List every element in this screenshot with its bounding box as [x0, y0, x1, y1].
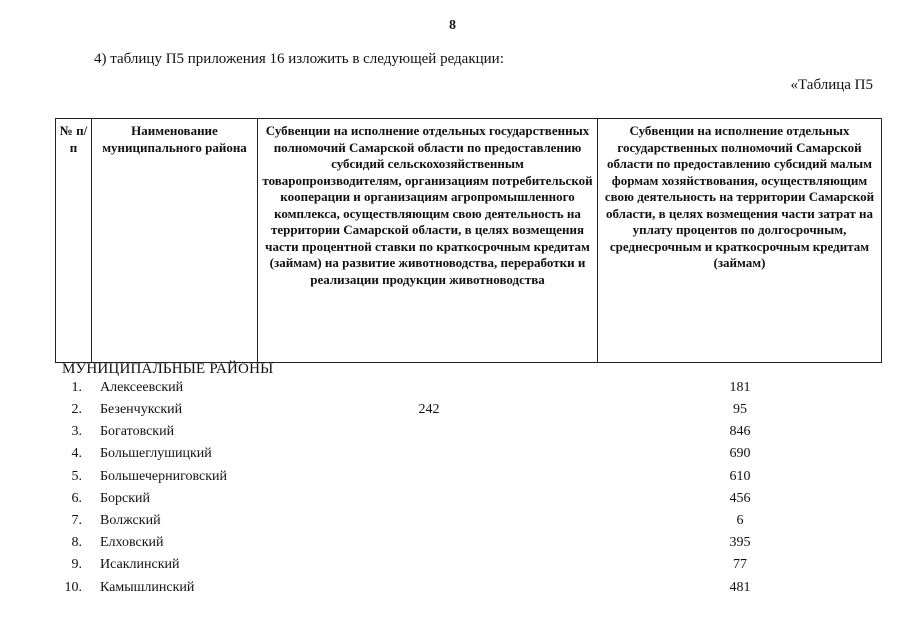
value-col4: 610: [729, 469, 751, 484]
district-name: Большечерниговский: [100, 469, 228, 484]
value-col4: 395: [729, 535, 751, 550]
table-row: [0, 580, 905, 602]
row-number: 8.: [71, 535, 82, 550]
value-col4: 481: [729, 580, 751, 595]
district-name: Исаклинский: [100, 557, 180, 572]
value-col4: 181: [729, 380, 751, 395]
value-col4: 95: [733, 402, 747, 417]
table-header: [55, 118, 882, 363]
header-subvention-livestock: Субвенции на исполнение отдельных государственных полномочий Самарской области по предоставлению субсидий сельскохозяйственным товаропроизводителям, организациям потребительской кооперации и организациям агропромышленного комплекса, осуществляющим свою деятельность на территории Самарской области, в целях возмещения части процентной ставки по краткосрочным кредитам (займам) на развитие животноводства, переработки и реализации продукции животноводства: [258, 119, 598, 363]
district-name: Алексеевский: [100, 380, 184, 395]
table-row: [0, 402, 905, 424]
table-row: [0, 380, 905, 402]
district-name: Большеглушицкий: [100, 446, 212, 461]
row-number: 6.: [71, 491, 82, 506]
section-title: МУНИЦИПАЛЬНЫЕ РАЙОНЫ: [62, 361, 274, 377]
district-name: Борский: [100, 491, 151, 506]
intro-text: 4) таблицу П5 приложения 16 изложить в следующей редакции:: [94, 51, 504, 67]
table-row: [0, 535, 905, 557]
table-row: [0, 469, 905, 491]
value-col4: 77: [733, 557, 747, 572]
table-label: «Таблица П5: [790, 77, 873, 93]
row-number: 1.: [71, 380, 82, 395]
row-number: 7.: [71, 513, 82, 528]
district-name: Богатовский: [100, 424, 175, 439]
value-col3: 242: [418, 402, 440, 417]
row-number: 3.: [71, 424, 82, 439]
row-number: 10.: [64, 580, 82, 595]
district-name: Елховский: [100, 535, 164, 550]
district-name: Волжский: [100, 513, 161, 528]
table-row: [0, 424, 905, 446]
value-col4: 846: [729, 424, 751, 439]
row-number: 2.: [71, 402, 82, 417]
value-col4: 690: [729, 446, 751, 461]
header-num: № п/п: [56, 119, 92, 363]
row-number: 4.: [71, 446, 82, 461]
row-number: 5.: [71, 469, 82, 484]
row-number: 9.: [71, 557, 82, 572]
value-col4: 456: [729, 491, 751, 506]
header-subvention-small-farms: Субвенции на исполнение отдельных государственных полномочий Самарской области по предоставлению субсидий малым формам хозяйствования, осуществляющим свою деятельность на территории Самарской области, в целях возмещения части затрат на уплату процентов по долгосрочным, среднесрочным и краткосрочным кредитам (займам): [598, 119, 882, 363]
value-col4: 6: [736, 513, 744, 528]
table-row: [0, 557, 905, 579]
table-row: [0, 446, 905, 468]
district-name: Безенчукский: [100, 402, 183, 417]
page-number: 8: [449, 18, 456, 33]
table-row: [0, 491, 905, 513]
district-name: Камышлинский: [100, 580, 195, 595]
header-name: Наименование муниципального района: [92, 119, 258, 363]
header-row: [56, 119, 882, 363]
table-row: [0, 513, 905, 535]
